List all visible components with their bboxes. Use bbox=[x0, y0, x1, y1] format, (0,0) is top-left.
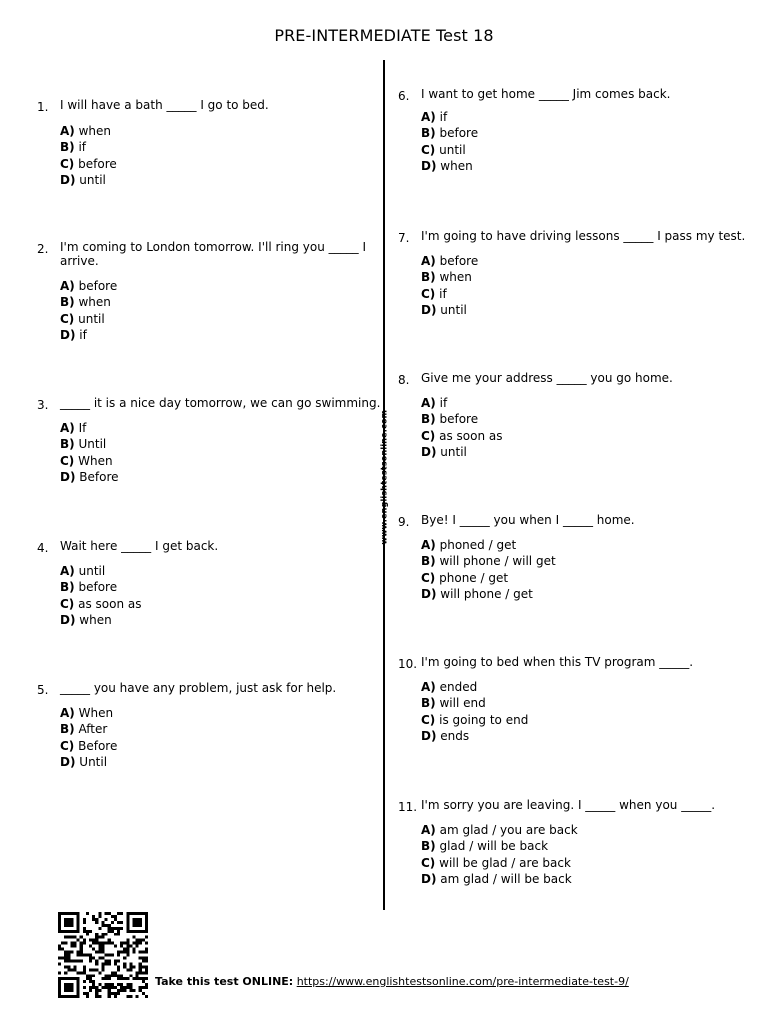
option-a[interactable]: A) until bbox=[60, 564, 106, 578]
qr-code-icon[interactable] bbox=[58, 912, 148, 998]
site-watermark: www.englishtestsonline.com bbox=[379, 409, 389, 545]
option-a[interactable]: A) before bbox=[421, 254, 479, 268]
option-b[interactable]: B) if bbox=[60, 140, 87, 155]
question-number: 6. bbox=[398, 89, 410, 103]
option-d[interactable]: D) Until bbox=[60, 754, 108, 769]
question-stem: Bye! I _____ you when I _____ home. bbox=[421, 513, 635, 527]
option-c[interactable]: C) is going to end bbox=[421, 712, 529, 727]
question-number: 3. bbox=[37, 398, 49, 412]
question-number: 11. bbox=[398, 800, 418, 814]
option-b[interactable]: B) glad / will be back bbox=[421, 839, 549, 854]
option-d[interactable]: D) am glad / will be back bbox=[421, 871, 572, 886]
option-d[interactable]: D) until bbox=[60, 172, 106, 187]
question-number: 1. bbox=[37, 100, 49, 114]
option-b[interactable]: B) before bbox=[60, 580, 118, 595]
option-c[interactable]: C) before bbox=[60, 156, 117, 171]
option-c[interactable]: C) as soon as bbox=[60, 596, 142, 611]
option-d[interactable]: D) if bbox=[60, 327, 87, 342]
question-number: 8. bbox=[398, 373, 410, 387]
option-d[interactable]: D) when bbox=[421, 158, 473, 173]
question-stem: I'm coming to London tomorrow. I'll ring you _____ I arrive. bbox=[60, 240, 366, 268]
question-number: 9. bbox=[398, 515, 410, 529]
option-c[interactable]: C) will be glad / are back bbox=[421, 855, 571, 870]
question-stem: I want to get home _____ Jim comes back. bbox=[421, 87, 671, 101]
question-number: 10. bbox=[398, 657, 418, 671]
option-b[interactable]: B) will phone / will get bbox=[421, 554, 556, 569]
option-a[interactable]: A) When bbox=[60, 706, 114, 720]
option-a[interactable]: A) phoned / get bbox=[421, 538, 517, 552]
question-number: 5. bbox=[37, 683, 49, 697]
question-stem: Give me your address _____ you go home. bbox=[421, 371, 673, 385]
footer-label: Take this test ONLINE: bbox=[155, 975, 294, 988]
option-c[interactable]: C) When bbox=[60, 453, 113, 468]
option-b[interactable]: B) After bbox=[60, 722, 108, 737]
option-a[interactable]: A) If bbox=[60, 421, 87, 435]
question-number: 2. bbox=[37, 242, 49, 256]
option-d[interactable]: D) until bbox=[421, 444, 467, 459]
option-a[interactable]: A) am glad / you are back bbox=[421, 823, 578, 837]
option-d[interactable]: D) when bbox=[60, 612, 112, 627]
question-stem: _____ you have any problem, just ask for help. bbox=[60, 681, 337, 695]
option-d[interactable]: D) until bbox=[421, 302, 467, 317]
option-c[interactable]: C) if bbox=[421, 286, 447, 301]
question-stem: _____ it is a nice day tomorrow, we can go swimming. bbox=[60, 396, 381, 410]
question-stem: I will have a bath _____ I go to bed. bbox=[60, 98, 269, 112]
question-stem: I'm going to bed when this TV program _____. bbox=[421, 655, 694, 669]
option-a[interactable]: A) ended bbox=[421, 680, 478, 694]
option-b[interactable]: B) Until bbox=[60, 437, 107, 452]
option-c[interactable]: C) until bbox=[421, 142, 466, 157]
option-b[interactable]: B) will end bbox=[421, 696, 486, 711]
question-stem: Wait here _____ I get back. bbox=[60, 539, 219, 553]
online-test-footer bbox=[155, 975, 629, 988]
option-c[interactable]: C) as soon as bbox=[421, 428, 503, 443]
option-c[interactable]: C) phone / get bbox=[421, 570, 509, 585]
option-a[interactable]: A) if bbox=[421, 396, 448, 410]
option-b[interactable]: B) when bbox=[60, 295, 111, 310]
option-b[interactable]: B) before bbox=[421, 126, 479, 141]
option-a[interactable]: A) before bbox=[60, 279, 118, 293]
option-b[interactable]: B) when bbox=[421, 270, 472, 285]
option-d[interactable]: D) Before bbox=[60, 469, 119, 484]
option-b[interactable]: B) before bbox=[421, 412, 479, 427]
option-a[interactable]: A) when bbox=[60, 124, 112, 138]
option-d[interactable]: D) will phone / get bbox=[421, 586, 533, 601]
question-number: 4. bbox=[37, 541, 49, 555]
question-number: 7. bbox=[398, 231, 410, 245]
option-d[interactable]: D) ends bbox=[421, 728, 470, 743]
page-title: PRE-INTERMEDIATE Test 18 bbox=[274, 26, 494, 45]
question-stem: I'm sorry you are leaving. I _____ when you _____. bbox=[421, 798, 716, 812]
option-c[interactable]: C) until bbox=[60, 311, 105, 326]
option-a[interactable]: A) if bbox=[421, 110, 448, 124]
online-test-link[interactable]: https://www.englishtestsonline.com/pre-intermediate-test-9/ bbox=[296, 975, 629, 988]
option-c[interactable]: C) Before bbox=[60, 738, 118, 753]
question-stem: I'm going to have driving lessons _____ I pass my test. bbox=[421, 229, 746, 243]
